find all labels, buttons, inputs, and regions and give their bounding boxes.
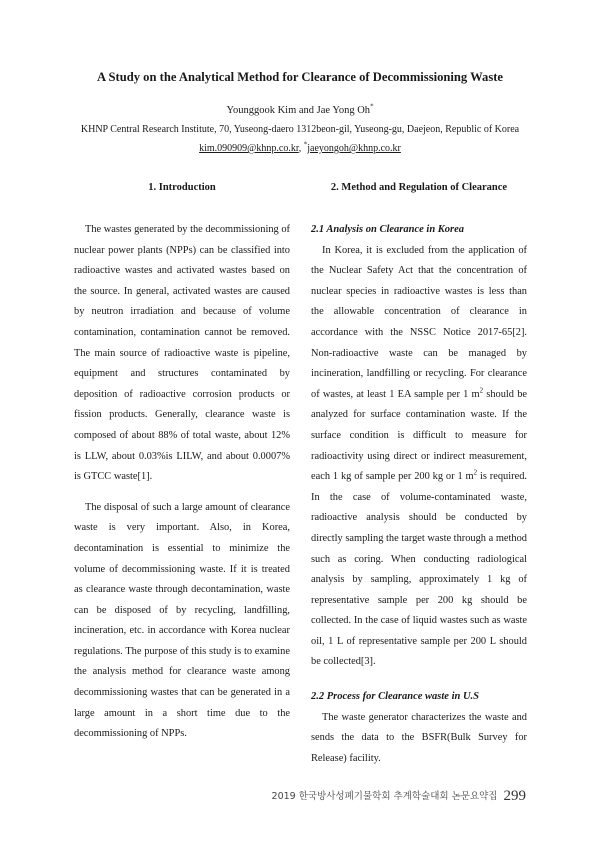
email-link-second[interactable]: jaeyongoh@khnp.co.kr	[307, 143, 401, 154]
author-line	[0, 102, 600, 116]
proceedings-name: 2019 한국방사성폐기물학회 추계학술대회 논문요약집	[271, 791, 498, 802]
email-link-first[interactable]: kim.090909@khnp.co.kr	[199, 143, 299, 154]
page-number: 299	[503, 788, 526, 804]
intro-paragraph-2: The disposal of such a large amount of clearance waste is very important. Also, in Korea, decontamination is essential to minimize the volume of decommissioning waste. If it is treated as clearance waste through decontamination, waste can be disposed of by recycling, landfilling, incineration, etc. in accordance with Korea nuclear regulations. The purpose of this study is to examine the analysis method for clearance waste among decommissioning wastes that can be generated in a large amount in a short time due to the decommissioning of NPPs.	[74, 501, 290, 740]
email-mark: *	[303, 140, 308, 149]
method-paragraph-1: In Korea, it is excluded from the application of the Nuclear Safety Act that the concentration of nuclear species in radioactive wastes is less than the allowable concentration of clearance in accordance with the NSSC Notice 2017-65[2]. Non-radioactive waste can be managed by incineration, landfilling or recycling. For clearance of wastes, at least 1 EA sample per 1 $m^2$ should be analyzed for surface contamination waste. If the surface condition is difficult to measure for radioactivity using direct or indirect measurement, each 1 kg of sample per 200 kg or 1 $m^2$ is required. In the case of volume-contaminated waste, radioactive analysis should be conducted by directly sampling the target waste through a method such as coring. When conducting radiological analysis by sampling, approximately 1 kg of representative sample per 200 kg should be collected. In the case of liquid wastes such as waste oil, 1 L of representative sample per 200 L should be collected[3].	[311, 244, 527, 668]
paper-title: A Study on the Analytical Method for Clearance of Decommissioning Waste	[96, 70, 504, 84]
subsection-heading-2-1: 2.1 Analysis on Clearance in Korea	[311, 224, 465, 235]
affiliation: KHNP Central Research Institute, 70, Yuseong-daero 1312beon-gil, Yuseong-gu, Daejeon, Republic of Korea	[80, 124, 520, 135]
section-heading-method: 2. Method and Regulation of Clearance	[330, 182, 508, 193]
right-column	[311, 220, 527, 769]
author-names: Younggook Kim and Jae Yong Oh	[226, 105, 371, 116]
email-separator: ,	[298, 143, 304, 154]
method-paragraph-2: The waste generator characterizes the waste and sends the data to the BSFR(Bulk Survey for Release) facility.	[311, 711, 527, 764]
section-heading-introduction: 1. Introduction	[148, 182, 216, 193]
intro-paragraph-1: The wastes generated by the decommissioning of nuclear power plants (NPPs) can be classified into radioactive wastes and activated wastes based on the source. In general, activated wastes are caused by neutron irradiation and because of volume contamination, contamination cannot be removed. The main source of radioactive waste is pipeline, equipment and structures contaminated by deposition of radioactive corrosion products or fission products. Generally, clearance waste is composed of about 88% of total waste, about 12% is LLW, about 0.03%is LILW, and about 0.0007% is GTCC waste[1].	[74, 224, 290, 483]
corresponding-mark: *	[370, 102, 374, 111]
page-footer	[272, 788, 526, 805]
left-column	[74, 220, 290, 745]
subsection-heading-2-2: 2.2 Process for Clearance waste in U.S	[311, 691, 479, 703]
email-line	[0, 140, 600, 154]
